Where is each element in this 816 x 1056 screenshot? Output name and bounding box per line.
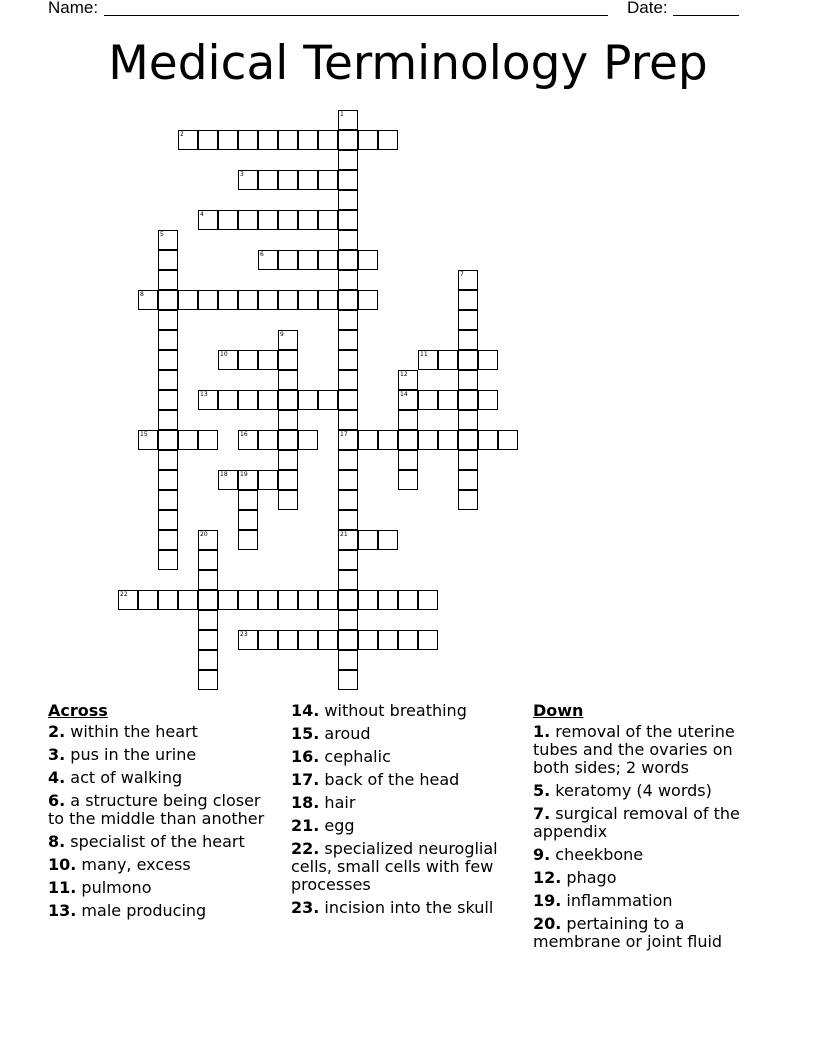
grid-cell[interactable] xyxy=(198,670,218,690)
grid-cell[interactable] xyxy=(458,290,478,310)
clue-text: surgical removal of the appendix xyxy=(533,804,740,841)
grid-cell[interactable] xyxy=(238,290,258,310)
grid-cell[interactable] xyxy=(338,450,358,470)
grid-cell[interactable] xyxy=(318,630,338,650)
clue-number: 7. xyxy=(533,804,551,823)
grid-cell[interactable] xyxy=(478,390,498,410)
grid-cell[interactable] xyxy=(338,270,358,290)
grid-cell[interactable] xyxy=(318,590,338,610)
down-clue xyxy=(533,869,763,887)
grid-cell[interactable] xyxy=(158,550,178,570)
grid-cell[interactable] xyxy=(258,130,278,150)
grid-cell[interactable] xyxy=(338,210,358,230)
grid-cell[interactable] xyxy=(198,650,218,670)
grid-cell[interactable] xyxy=(158,330,178,350)
grid-cell[interactable] xyxy=(278,590,298,610)
grid-cell[interactable] xyxy=(198,210,218,230)
clue-number: 23. xyxy=(291,898,320,917)
clue-number: 21 xyxy=(340,531,348,538)
grid-cell[interactable] xyxy=(398,390,418,410)
clue-number: 15. xyxy=(291,724,320,743)
grid-cell[interactable] xyxy=(338,610,358,630)
clue-text: specialist of the heart xyxy=(65,832,245,851)
clue-text: incision into the skull xyxy=(319,898,494,917)
grid-cell[interactable] xyxy=(338,390,358,410)
grid-cell[interactable] xyxy=(318,170,338,190)
grid-cell[interactable] xyxy=(238,390,258,410)
grid-cell[interactable] xyxy=(338,630,358,650)
grid-cell[interactable] xyxy=(298,630,318,650)
grid-cell[interactable] xyxy=(298,250,318,270)
grid-cell[interactable] xyxy=(298,590,318,610)
clue-number: 19 xyxy=(240,471,248,478)
grid-cell[interactable] xyxy=(438,350,458,370)
grid-cell[interactable] xyxy=(358,590,378,610)
grid-cell[interactable] xyxy=(198,570,218,590)
grid-cell[interactable] xyxy=(378,430,398,450)
across-clue xyxy=(291,899,521,917)
grid-cell[interactable] xyxy=(338,150,358,170)
grid-cell[interactable] xyxy=(298,390,318,410)
grid-cell[interactable] xyxy=(338,410,358,430)
grid-cell[interactable] xyxy=(458,370,478,390)
grid-cell[interactable] xyxy=(158,270,178,290)
clue-number: 1 xyxy=(340,111,344,118)
grid-cell[interactable] xyxy=(338,110,358,130)
grid-cell[interactable] xyxy=(378,630,398,650)
grid-cell[interactable] xyxy=(498,430,518,450)
grid-cell[interactable] xyxy=(158,350,178,370)
grid-cell[interactable] xyxy=(338,670,358,690)
grid-cell[interactable] xyxy=(158,370,178,390)
grid-cell[interactable] xyxy=(278,430,298,450)
clue-number: 10. xyxy=(48,855,77,874)
down-clue xyxy=(533,805,763,841)
grid-cell[interactable] xyxy=(238,430,258,450)
grid-cell[interactable] xyxy=(318,210,338,230)
grid-cell[interactable] xyxy=(258,210,278,230)
grid-cell[interactable] xyxy=(218,350,238,370)
grid-cell[interactable] xyxy=(278,410,298,430)
grid-cell[interactable] xyxy=(438,390,458,410)
grid-cell[interactable] xyxy=(218,290,238,310)
grid-cell[interactable] xyxy=(258,430,278,450)
across-clue xyxy=(48,879,278,897)
grid-cell[interactable] xyxy=(398,430,418,450)
across-clue xyxy=(48,833,278,851)
grid-cell[interactable] xyxy=(258,350,278,370)
grid-cell[interactable] xyxy=(418,390,438,410)
grid-cell[interactable] xyxy=(178,430,198,450)
grid-cell[interactable] xyxy=(458,470,478,490)
clue-number: 2 xyxy=(180,131,184,138)
date-label: Date: xyxy=(627,0,668,17)
grid-cell[interactable] xyxy=(378,590,398,610)
grid-cell[interactable] xyxy=(118,590,138,610)
clue-number: 9 xyxy=(280,331,284,338)
clue-text: keratomy (4 words) xyxy=(550,781,712,800)
grid-cell[interactable] xyxy=(158,430,178,450)
clue-number: 5 xyxy=(160,231,164,238)
grid-cell[interactable] xyxy=(238,210,258,230)
grid-cell[interactable] xyxy=(358,290,378,310)
grid-cell[interactable] xyxy=(258,590,278,610)
clue-text: a structure being closer to the middle than another xyxy=(48,791,265,828)
grid-cell[interactable] xyxy=(198,430,218,450)
clue-number: 8. xyxy=(48,832,66,851)
clue-number: 23 xyxy=(240,631,248,638)
grid-cell[interactable] xyxy=(478,430,498,450)
grid-cell[interactable] xyxy=(198,390,218,410)
clue-number: 4. xyxy=(48,768,66,787)
grid-cell[interactable] xyxy=(318,390,338,410)
across-clue xyxy=(291,794,521,812)
grid-cell[interactable] xyxy=(278,490,298,510)
clue-number: 6. xyxy=(48,791,66,810)
grid-cell[interactable] xyxy=(278,630,298,650)
clue-number: 18. xyxy=(291,793,320,812)
clue-number: 8 xyxy=(140,291,144,298)
grid-cell[interactable] xyxy=(458,450,478,470)
grid-cell[interactable] xyxy=(418,350,438,370)
grid-cell[interactable] xyxy=(238,470,258,490)
across-clue-list xyxy=(291,702,521,917)
grid-cell[interactable] xyxy=(358,250,378,270)
grid-cell[interactable] xyxy=(338,530,358,550)
grid-cell[interactable] xyxy=(298,430,318,450)
grid-cell[interactable] xyxy=(338,570,358,590)
down-clue xyxy=(533,782,763,800)
across-clue xyxy=(291,817,521,835)
grid-cell[interactable] xyxy=(138,590,158,610)
grid-cell[interactable] xyxy=(398,370,418,390)
grid-cell[interactable] xyxy=(278,250,298,270)
grid-cell[interactable] xyxy=(198,290,218,310)
clue-text: specialized neuroglial cells, small cells with few processes xyxy=(291,839,498,894)
grid-cell[interactable] xyxy=(198,130,218,150)
grid-cell[interactable] xyxy=(338,170,358,190)
clue-number: 14 xyxy=(400,391,408,398)
clue-number: 11. xyxy=(48,878,77,897)
grid-cell[interactable] xyxy=(258,470,278,490)
clue-number: 3 xyxy=(240,171,244,178)
grid-cell[interactable] xyxy=(398,590,418,610)
clue-number: 22 xyxy=(120,591,128,598)
grid-cell[interactable] xyxy=(158,530,178,550)
clue-number: 16 xyxy=(240,431,248,438)
grid-cell[interactable] xyxy=(238,130,258,150)
clue-text: phago xyxy=(561,868,617,887)
grid-cell[interactable] xyxy=(298,170,318,190)
across-clues-column-2 xyxy=(291,702,521,922)
grid-cell[interactable] xyxy=(198,550,218,570)
clue-number: 1. xyxy=(533,722,551,741)
grid-cell[interactable] xyxy=(238,510,258,530)
grid-cell[interactable] xyxy=(458,410,478,430)
grid-cell[interactable] xyxy=(458,310,478,330)
grid-cell[interactable] xyxy=(338,510,358,530)
across-clue xyxy=(291,748,521,766)
across-clue xyxy=(48,769,278,787)
grid-cell[interactable] xyxy=(198,610,218,630)
grid-cell[interactable] xyxy=(158,490,178,510)
down-clue xyxy=(533,915,763,951)
across-clues-column-1 xyxy=(48,702,278,925)
clue-text: aroud xyxy=(319,724,371,743)
clue-number: 20 xyxy=(200,531,208,538)
clue-text: back of the head xyxy=(319,770,460,789)
grid-cell[interactable] xyxy=(258,390,278,410)
grid-cell[interactable] xyxy=(398,630,418,650)
clue-number: 5. xyxy=(533,781,551,800)
clue-number: 21. xyxy=(291,816,320,835)
grid-cell[interactable] xyxy=(158,290,178,310)
down-clue xyxy=(533,892,763,910)
grid-cell[interactable] xyxy=(178,130,198,150)
grid-cell[interactable] xyxy=(398,470,418,490)
grid-cell[interactable] xyxy=(238,170,258,190)
clue-text: hair xyxy=(319,793,356,812)
grid-cell[interactable] xyxy=(458,390,478,410)
grid-cell[interactable] xyxy=(398,450,418,470)
clue-number: 19. xyxy=(533,891,562,910)
grid-cell[interactable] xyxy=(158,250,178,270)
grid-cell[interactable] xyxy=(218,130,238,150)
grid-cell[interactable] xyxy=(238,590,258,610)
grid-cell[interactable] xyxy=(338,590,358,610)
across-clue xyxy=(291,771,521,789)
grid-cell[interactable] xyxy=(158,590,178,610)
grid-cell[interactable] xyxy=(378,530,398,550)
grid-cell[interactable] xyxy=(358,430,378,450)
across-clue xyxy=(291,702,521,720)
clue-number: 12. xyxy=(533,868,562,887)
clue-text: within the heart xyxy=(65,722,198,741)
clue-number: 17 xyxy=(340,431,348,438)
grid-cell[interactable] xyxy=(178,290,198,310)
clue-text: many, excess xyxy=(76,855,191,874)
grid-cell[interactable] xyxy=(278,450,298,470)
grid-cell[interactable] xyxy=(298,290,318,310)
grid-cell[interactable] xyxy=(358,630,378,650)
clue-number: 17. xyxy=(291,770,320,789)
down-clue xyxy=(533,846,763,864)
grid-cell[interactable] xyxy=(218,470,238,490)
grid-cell[interactable] xyxy=(238,630,258,650)
grid-cell[interactable] xyxy=(278,350,298,370)
clue-number: 16. xyxy=(291,747,320,766)
grid-cell[interactable] xyxy=(198,590,218,610)
down-clue-list xyxy=(533,723,763,951)
grid-cell[interactable] xyxy=(338,650,358,670)
clue-text: cephalic xyxy=(319,747,391,766)
grid-cell[interactable] xyxy=(278,370,298,390)
grid-cell[interactable] xyxy=(238,530,258,550)
grid-cell[interactable] xyxy=(278,170,298,190)
grid-cell[interactable] xyxy=(458,330,478,350)
grid-cell[interactable] xyxy=(298,130,318,150)
across-clue-list xyxy=(48,723,278,920)
grid-cell[interactable] xyxy=(198,530,218,550)
across-clue xyxy=(48,746,278,764)
clue-number: 6 xyxy=(260,251,264,258)
grid-cell[interactable] xyxy=(278,470,298,490)
page-title: Medical Terminology Prep xyxy=(108,36,708,91)
clue-text: without breathing xyxy=(319,701,467,720)
clue-number: 12 xyxy=(400,371,408,378)
grid-cell[interactable] xyxy=(278,390,298,410)
across-heading: Across xyxy=(48,701,108,720)
across-clue xyxy=(291,725,521,743)
grid-cell[interactable] xyxy=(198,630,218,650)
grid-cell[interactable] xyxy=(338,470,358,490)
grid-cell[interactable] xyxy=(278,130,298,150)
clue-text: pulmono xyxy=(76,878,152,897)
grid-cell[interactable] xyxy=(338,350,358,370)
grid-cell[interactable] xyxy=(338,490,358,510)
clue-text: pertaining to a membrane or joint fluid xyxy=(533,914,723,951)
clue-number: 18 xyxy=(220,471,228,478)
grid-cell[interactable] xyxy=(158,470,178,490)
across-clue xyxy=(48,902,278,920)
grid-cell[interactable] xyxy=(338,290,358,310)
grid-cell[interactable] xyxy=(338,370,358,390)
grid-cell[interactable] xyxy=(338,130,358,150)
clue-number: 11 xyxy=(420,351,428,358)
grid-cell[interactable] xyxy=(478,350,498,370)
across-clue xyxy=(48,723,278,741)
grid-cell[interactable] xyxy=(158,230,178,250)
clue-text: act of walking xyxy=(65,768,183,787)
grid-cell[interactable] xyxy=(158,310,178,330)
grid-cell[interactable] xyxy=(158,450,178,470)
clue-number: 13. xyxy=(48,901,77,920)
clue-text: inflammation xyxy=(561,891,673,910)
grid-cell[interactable] xyxy=(278,210,298,230)
grid-cell[interactable] xyxy=(158,390,178,410)
clue-number: 13 xyxy=(200,391,208,398)
grid-cell[interactable] xyxy=(298,210,318,230)
clue-text: male producing xyxy=(76,901,207,920)
clue-number: 9. xyxy=(533,845,551,864)
grid-cell[interactable] xyxy=(458,350,478,370)
clue-number: 7 xyxy=(460,271,464,278)
grid-cell[interactable] xyxy=(318,250,338,270)
grid-cell[interactable] xyxy=(358,130,378,150)
grid-cell[interactable] xyxy=(318,130,338,150)
grid-cell[interactable] xyxy=(218,390,238,410)
grid-cell[interactable] xyxy=(358,530,378,550)
clue-number: 14. xyxy=(291,701,320,720)
name-label: Name: xyxy=(48,0,99,17)
clue-number: 2. xyxy=(48,722,66,741)
grid-cell[interactable] xyxy=(138,290,158,310)
grid-cell[interactable] xyxy=(158,510,178,530)
grid-cell[interactable] xyxy=(338,550,358,570)
across-clue xyxy=(48,856,278,874)
grid-cell[interactable] xyxy=(318,290,338,310)
grid-cell[interactable] xyxy=(178,590,198,610)
across-clue xyxy=(48,792,278,828)
clue-text: removal of the uterine tubes and the ovaries on both sides; 2 words xyxy=(533,722,735,777)
grid-cell[interactable] xyxy=(338,310,358,330)
grid-cell[interactable] xyxy=(258,630,278,650)
clue-text: egg xyxy=(319,816,355,835)
down-heading: Down xyxy=(533,701,584,720)
clue-text: cheekbone xyxy=(550,845,644,864)
grid-cell[interactable] xyxy=(238,350,258,370)
grid-cell[interactable] xyxy=(398,410,418,430)
grid-cell[interactable] xyxy=(418,630,438,650)
grid-cell[interactable] xyxy=(278,330,298,350)
grid-cell[interactable] xyxy=(338,430,358,450)
grid-cell[interactable] xyxy=(338,190,358,210)
clue-number: 4 xyxy=(200,211,204,218)
grid-cell[interactable] xyxy=(278,290,298,310)
grid-cell[interactable] xyxy=(258,170,278,190)
grid-cell[interactable] xyxy=(238,490,258,510)
grid-cell[interactable] xyxy=(158,410,178,430)
clue-number: 22. xyxy=(291,839,320,858)
grid-cell[interactable] xyxy=(458,430,478,450)
clue-number: 15 xyxy=(140,431,148,438)
grid-cell[interactable] xyxy=(218,590,238,610)
grid-cell[interactable] xyxy=(338,330,358,350)
grid-cell[interactable] xyxy=(138,430,158,450)
across-clue xyxy=(291,840,521,894)
grid-cell[interactable] xyxy=(418,430,438,450)
grid-cell[interactable] xyxy=(218,210,238,230)
grid-cell[interactable] xyxy=(458,270,478,290)
grid-cell[interactable] xyxy=(338,250,358,270)
grid-cell[interactable] xyxy=(378,130,398,150)
down-clues-column xyxy=(533,702,763,956)
grid-cell[interactable] xyxy=(338,230,358,250)
down-clue xyxy=(533,723,763,777)
grid-cell[interactable] xyxy=(438,430,458,450)
grid-cell[interactable] xyxy=(258,250,278,270)
grid-cell[interactable] xyxy=(258,290,278,310)
clue-number: 20. xyxy=(533,914,562,933)
clue-text: pus in the urine xyxy=(65,745,197,764)
clue-number: 3. xyxy=(48,745,66,764)
grid-cell[interactable] xyxy=(458,490,478,510)
clue-number: 10 xyxy=(220,351,228,358)
grid-cell[interactable] xyxy=(418,590,438,610)
